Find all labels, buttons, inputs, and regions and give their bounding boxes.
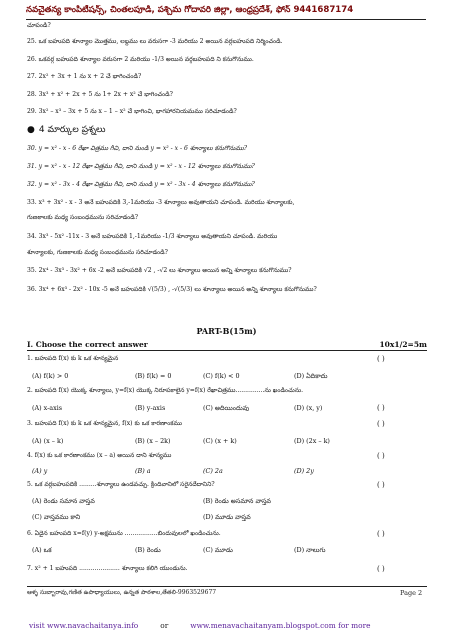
mcq-4-option-c: (C) 2a bbox=[203, 467, 223, 475]
mcq-3-option-b: (B) (x – 2k) bbox=[135, 437, 171, 445]
question-33: 33. x³ + 3x² - x - 3 అనే బహుపదికి 3,-1మరియు -3 శూన్యాలు అవుతాయని చూపండి. మరియు శూన్యాలకు, bbox=[27, 199, 295, 206]
question-30: 30. y = x² - x - 6 రేఖా చిత్రము గీచి, దాని నుండి y = x² - x - 6 శూన్యాలు కనుగొనుము? bbox=[27, 145, 248, 152]
mcq-4-option-d: (D) 2y bbox=[294, 467, 314, 475]
mcq-6: 6. ఏదైన బహుపది x=f(y) y-అక్షమును .................బిందువులలో ఖండించును. bbox=[27, 530, 221, 537]
mcq-5-option-d: (D) మూడు వాస్తవ bbox=[203, 513, 251, 521]
or-text: or bbox=[160, 621, 169, 630]
question-36: 36. 3x⁴ + 6x³ - 2x² - 10x -5 అనే బహుపదికి √(5/3) , -√(5/3) లు శూన్యాలు అయిన అన్ని శూన్యాలు కనుగొనుము? bbox=[27, 286, 317, 293]
mcq-1-option-b: (B) f(k) = 0 bbox=[135, 372, 172, 380]
mcq-7: 7. x² + 1 బహుపది ..................... శూన్యాలు కలిగి యుండును. bbox=[27, 565, 188, 572]
question-32: 32. y = x² - 3x - 4 రేఖా చిత్రము గీచి, దాని నుండి y = x² - 3x - 4 శూన్యాలు కనుగొనుము? bbox=[27, 181, 255, 188]
mcq-3-option-a: (A) (x – k) bbox=[32, 437, 64, 445]
choose-marks: 10x1/2=5m bbox=[379, 340, 427, 349]
question-33-cont: గుణకాలకు మధ్య సంబంధమును సరిచూడండి? bbox=[27, 214, 139, 221]
mcq-2-option-d: (D) (x, y) bbox=[294, 404, 323, 412]
mcq-5-option-c: (C) వాస్తవము కాని bbox=[32, 513, 81, 521]
question-35: 35. 2x⁴ - 3x³ - 3x² + 6x -2 అనే బహుపదికి √2 , -√2 లు శూన్యాలు అయిన అన్ని శూన్యాలు కనుగొనుము? bbox=[27, 267, 292, 274]
page-number: Page 2 bbox=[400, 589, 423, 597]
choose-label: I. Choose the correct answer bbox=[27, 340, 148, 349]
answer-blank: ( ) bbox=[377, 420, 385, 428]
mcq-5: 5. ఒక వర్గబహుపదికి .........శూన్యాలు ఉండవచ్చు. క్రిందివానిలో సరైనదేదానిని? bbox=[27, 481, 215, 488]
mcq-6-option-c: (C) మూడు bbox=[203, 546, 233, 554]
question-34: 34. 3x³ - 5x² -11x - 3 అనే బహుపదికి 1,-1మరియు -1/3 శూన్యాలు అవుతాయని చూపండి. మరియు bbox=[27, 233, 278, 240]
question-28: 28. 3x³ + x² + 2x + 5 ను 1+ 2x + x² చే భాగించండి? bbox=[27, 91, 173, 98]
answer-blank: ( ) bbox=[377, 452, 385, 460]
question-29: 29. 3x² – x³ – 3x + 5 ను x – 1 – x² చే భాగించి, భాగహారనియమము సరిచూడండి? bbox=[27, 108, 237, 115]
question-25: 25. ఒక బహుపది శూన్యాల మొత్తము, లబ్దము లు వరుసగా -3 మరియు 2 అయిన వర్గబహుపది నిర్మించండి. bbox=[27, 38, 283, 45]
choose-rule bbox=[27, 350, 427, 351]
mcq-1-option-a: (A) f(k) > 0 bbox=[32, 372, 69, 380]
section-title-text: 4 మార్కుల ప్రశ్నలు bbox=[38, 125, 106, 135]
mcq-3: 3. బహుపది f(x) కు k ఒక శూన్యమైన, f(x) కు ఒక కారణాంకము bbox=[27, 420, 183, 427]
section-4-marks-title bbox=[27, 125, 106, 137]
mcq-2: 2. బహుపది f(x) యొక్క శూన్యాలు, y=f(x) యొక్క నిరూపకాలైన y=f(x) రేఖాచిత్రము...............ను ఖండించును. bbox=[27, 387, 304, 394]
mcq-1-option-d: (D) ఏదికాదు bbox=[294, 372, 328, 380]
mcq-1-option-c: (C) f(k) < 0 bbox=[203, 372, 240, 380]
footer-author: ఆళ్ళ సుబ్బారావు,గణిత ఉపాధ్యాయులు, ఉన్నత పాఠశాల,తేతలి-9963529677 bbox=[27, 589, 217, 596]
part-b-title: PART-B(15m) bbox=[196, 326, 257, 336]
link-navachaitanya[interactable]: visit www.navachaitanya.info bbox=[29, 621, 139, 630]
mcq-3-option-c: (C) (x + k) bbox=[203, 437, 237, 445]
answer-blank: ( ) bbox=[377, 355, 385, 363]
mcq-6-option-a: (A) ఒక bbox=[32, 546, 52, 554]
question-26: 26. ఒకవర్గ బహుపది శూన్యాల వరుసగా 2 మరియు -1/3 అయిన వర్గబహుపది ని కనుగొనుము. bbox=[27, 56, 254, 63]
mcq-4-option-b: (B) a bbox=[135, 467, 151, 475]
answer-blank: ( ) bbox=[377, 481, 385, 489]
mcq-6-option-b: (B) రెండు bbox=[135, 546, 161, 554]
bullet-icon: ● bbox=[27, 125, 35, 135]
mcq-5-option-a: (A) రెండు సమాన వాస్తవ bbox=[32, 497, 95, 505]
answer-blank: ( ) bbox=[377, 565, 385, 573]
mcq-1: 1. బహుపది f(x) కు k ఒక శూన్యమైన bbox=[27, 355, 119, 362]
mcq-4-option-a: (A) y bbox=[32, 467, 48, 475]
mcq-5-option-b: (B) రెండు అసమాన వాస్తవ bbox=[203, 497, 271, 505]
question-27: 27. 2x² + 3x + 1 ను x + 2 చే భాగించండి? bbox=[27, 73, 142, 80]
page-header: నవచైతన్య కాంపిటీషన్స్, చింతలపూడి, పశ్చిమ గోదావరి జిల్లా, ఆంధ్రప్రదేశ్, ఫోన్ 9441687174 bbox=[26, 5, 354, 15]
mcq-2-option-c: (C) అదియిందువు bbox=[203, 404, 250, 412]
header-rule bbox=[26, 19, 426, 20]
answer-blank: ( ) bbox=[377, 530, 385, 538]
link-blogspot[interactable]: www.menavachaitanyam.blogspot.com for more bbox=[190, 621, 371, 630]
question-31: 31. y = x² - x - 12 రేఖా చిత్రము గీచి, దాని నుండి y = x² - x - 12 శూన్యాలు కనుగొనుము? bbox=[27, 163, 255, 170]
footer-links bbox=[29, 621, 371, 630]
mcq-2-option-b: (B) y-axis bbox=[135, 404, 166, 412]
answer-blank: ( ) bbox=[377, 404, 385, 412]
footer-rule bbox=[27, 586, 427, 587]
text-line: చూపండి? bbox=[27, 22, 51, 29]
mcq-6-option-d: (D) నాలుగు bbox=[294, 546, 326, 554]
mcq-4: 4. f(x) కు ఒక కారణాంకము (x – a) అయిన దాని శూన్యము bbox=[27, 452, 172, 459]
mcq-2-option-a: (A) x-axis bbox=[32, 404, 63, 412]
mcq-3-option-d: (D) (2x – k) bbox=[294, 437, 330, 445]
question-34-cont: శూన్యాలకు, గుణకాలకు మధ్య సంబంధమును సరిచూడండి? bbox=[27, 249, 168, 256]
choose-heading bbox=[27, 340, 427, 349]
